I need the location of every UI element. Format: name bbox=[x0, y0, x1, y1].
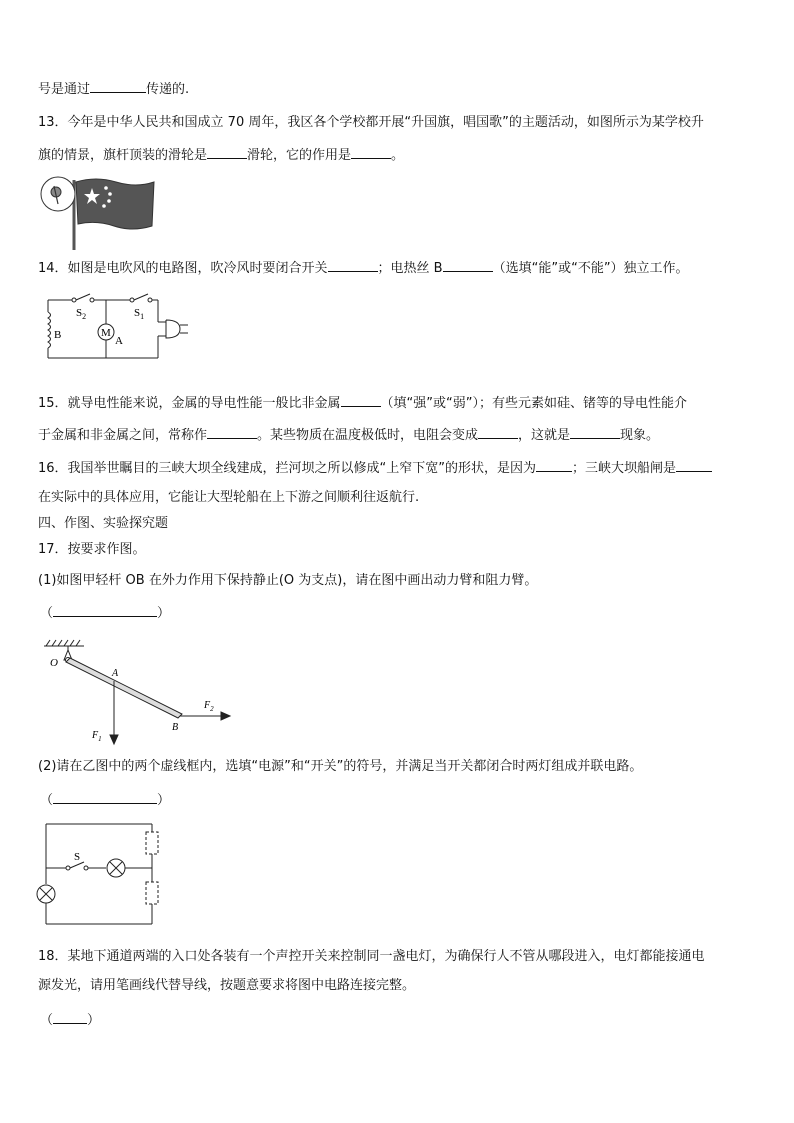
paren-close: ） bbox=[157, 606, 171, 621]
q14-line bbox=[38, 259, 689, 278]
paren-open: （ bbox=[40, 793, 54, 808]
f1-sub: 1 bbox=[98, 735, 102, 743]
q13-text-a: 旗的情景，旗杆顶装的滑轮是 bbox=[38, 148, 208, 163]
q18-line2: 源发光，请用笔画线代替导线，按题意要求将图中电路连接完整。 bbox=[38, 978, 416, 993]
q15-text-e: ，这就是 bbox=[518, 428, 571, 443]
q14-text-c: （选填“能”或“不能”）独立工作。 bbox=[492, 261, 689, 276]
q15-text-a: 15．就导电性能来说，金属的导电性能一般比非金属 bbox=[38, 396, 341, 411]
s2-sub: 2 bbox=[82, 312, 87, 321]
answer-blank[interactable] bbox=[53, 791, 157, 804]
q13-line1: 13．今年是中华人民共和国成立 70 周年，我区各个学校都开展“升国旗，唱国歌”的主题活动，如图所示为某学校升 bbox=[38, 115, 704, 130]
lever-a-label: A bbox=[112, 668, 119, 679]
paren-open: （ bbox=[40, 606, 54, 621]
q14-text-a: 14．如图是电吹风的电路图，吹冷风时要闭合开关 bbox=[38, 261, 328, 276]
svg-text:S2 bbox=[76, 307, 86, 321]
q15-text-c: 于金属和非金属之间，常称作 bbox=[38, 428, 208, 443]
answer-blank[interactable] bbox=[53, 604, 157, 617]
flag-figure bbox=[36, 174, 156, 250]
q14-blank-2[interactable] bbox=[443, 259, 493, 272]
q12-blank[interactable] bbox=[90, 80, 146, 93]
lever-b-label: B bbox=[172, 722, 179, 733]
q17-part1-answer[interactable] bbox=[40, 602, 170, 621]
f2-label: F bbox=[204, 700, 211, 711]
q16-line1 bbox=[38, 459, 712, 478]
q13-line2 bbox=[38, 146, 404, 165]
q18-answer[interactable] bbox=[40, 1009, 100, 1028]
q14-blank-1[interactable] bbox=[328, 259, 378, 272]
parallel-circuit-figure bbox=[36, 820, 176, 930]
q18-line1: 18．某地下通道两端的入口处各装有一个声控开关来控制同一盏电灯，为确保行人不管从哪段进入，电灯都能接通电 bbox=[38, 949, 705, 964]
q12-text-a: 号是通过 bbox=[38, 82, 91, 97]
q17-part1: (1)如图甲轻杆 OB 在外力作用下保持静止(O 为支点)，请在图中画出动力臂和阻力臂。 bbox=[38, 573, 538, 588]
q15-text-f: 现象。 bbox=[620, 428, 660, 443]
q15-blank-3[interactable] bbox=[478, 426, 518, 439]
paren-open: （ bbox=[40, 1013, 54, 1028]
s1-label: S bbox=[134, 307, 141, 319]
q15-text-d: 。某些物质在温度极低时，电阻会变成 bbox=[257, 428, 479, 443]
s1-sub: 1 bbox=[140, 312, 145, 321]
svg-text:F1 bbox=[91, 730, 102, 743]
svg-text:F2 bbox=[203, 700, 214, 713]
lever-o-label: O bbox=[50, 657, 58, 669]
lever-figure bbox=[44, 640, 244, 746]
q13-blank-2[interactable] bbox=[351, 146, 391, 159]
q15-blank-1[interactable] bbox=[341, 394, 381, 407]
f2-sub: 2 bbox=[210, 705, 214, 713]
svg-text:S1 bbox=[134, 307, 144, 321]
switch-s-label: S bbox=[74, 851, 81, 863]
q12-line bbox=[38, 80, 189, 99]
q15-text-b: （填“强”或“弱”）；有些元素如硅、锗等的导电性能介 bbox=[380, 396, 687, 411]
answer-blank[interactable] bbox=[53, 1011, 87, 1024]
q15-blank-2[interactable] bbox=[207, 426, 257, 439]
s2-label: S bbox=[76, 307, 83, 319]
q16-line2: 在实际中的具体应用，它能让大型轮船在上下游之间顺利往返航行. bbox=[38, 490, 420, 505]
q16-text-a: 16．我国举世瞩目的三峡大坝全线建成，拦河坝之所以修成“上窄下宽”的形状，是因为 bbox=[38, 461, 537, 476]
q15-line1 bbox=[38, 394, 687, 413]
q17-title: 17．按要求作图。 bbox=[38, 542, 146, 557]
motor-label: M bbox=[101, 327, 111, 339]
f1-label: F bbox=[92, 730, 99, 741]
q16-text-b: ；三峡大坝船闸是 bbox=[572, 461, 677, 476]
q17-part2: (2)请在乙图中的两个虚线框内，选填“电源”和“开关”的符号，并满足当开关都闭合时两灯组成并联电路。 bbox=[38, 759, 643, 774]
q17-part2-answer[interactable] bbox=[40, 789, 170, 808]
q13-text-c: 。 bbox=[391, 148, 405, 163]
q14-text-b: ；电热丝 B bbox=[377, 261, 443, 276]
q16-blank-2[interactable] bbox=[676, 459, 712, 472]
q16-blank-1[interactable] bbox=[536, 459, 572, 472]
section-heading: 四、作图、实验探究题 bbox=[38, 516, 169, 531]
q15-line2 bbox=[38, 426, 659, 445]
q15-blank-4[interactable] bbox=[570, 426, 620, 439]
hair-dryer-circuit bbox=[40, 290, 200, 366]
q13-blank-1[interactable] bbox=[207, 146, 247, 159]
q12-text-b: 传递的. bbox=[146, 82, 190, 97]
q13-text-b: 滑轮，它的作用是 bbox=[247, 148, 352, 163]
heater-b-label: B bbox=[54, 329, 62, 341]
paren-close: ） bbox=[157, 793, 171, 808]
motor-a-label: A bbox=[115, 335, 123, 347]
paren-close: ） bbox=[87, 1013, 101, 1028]
